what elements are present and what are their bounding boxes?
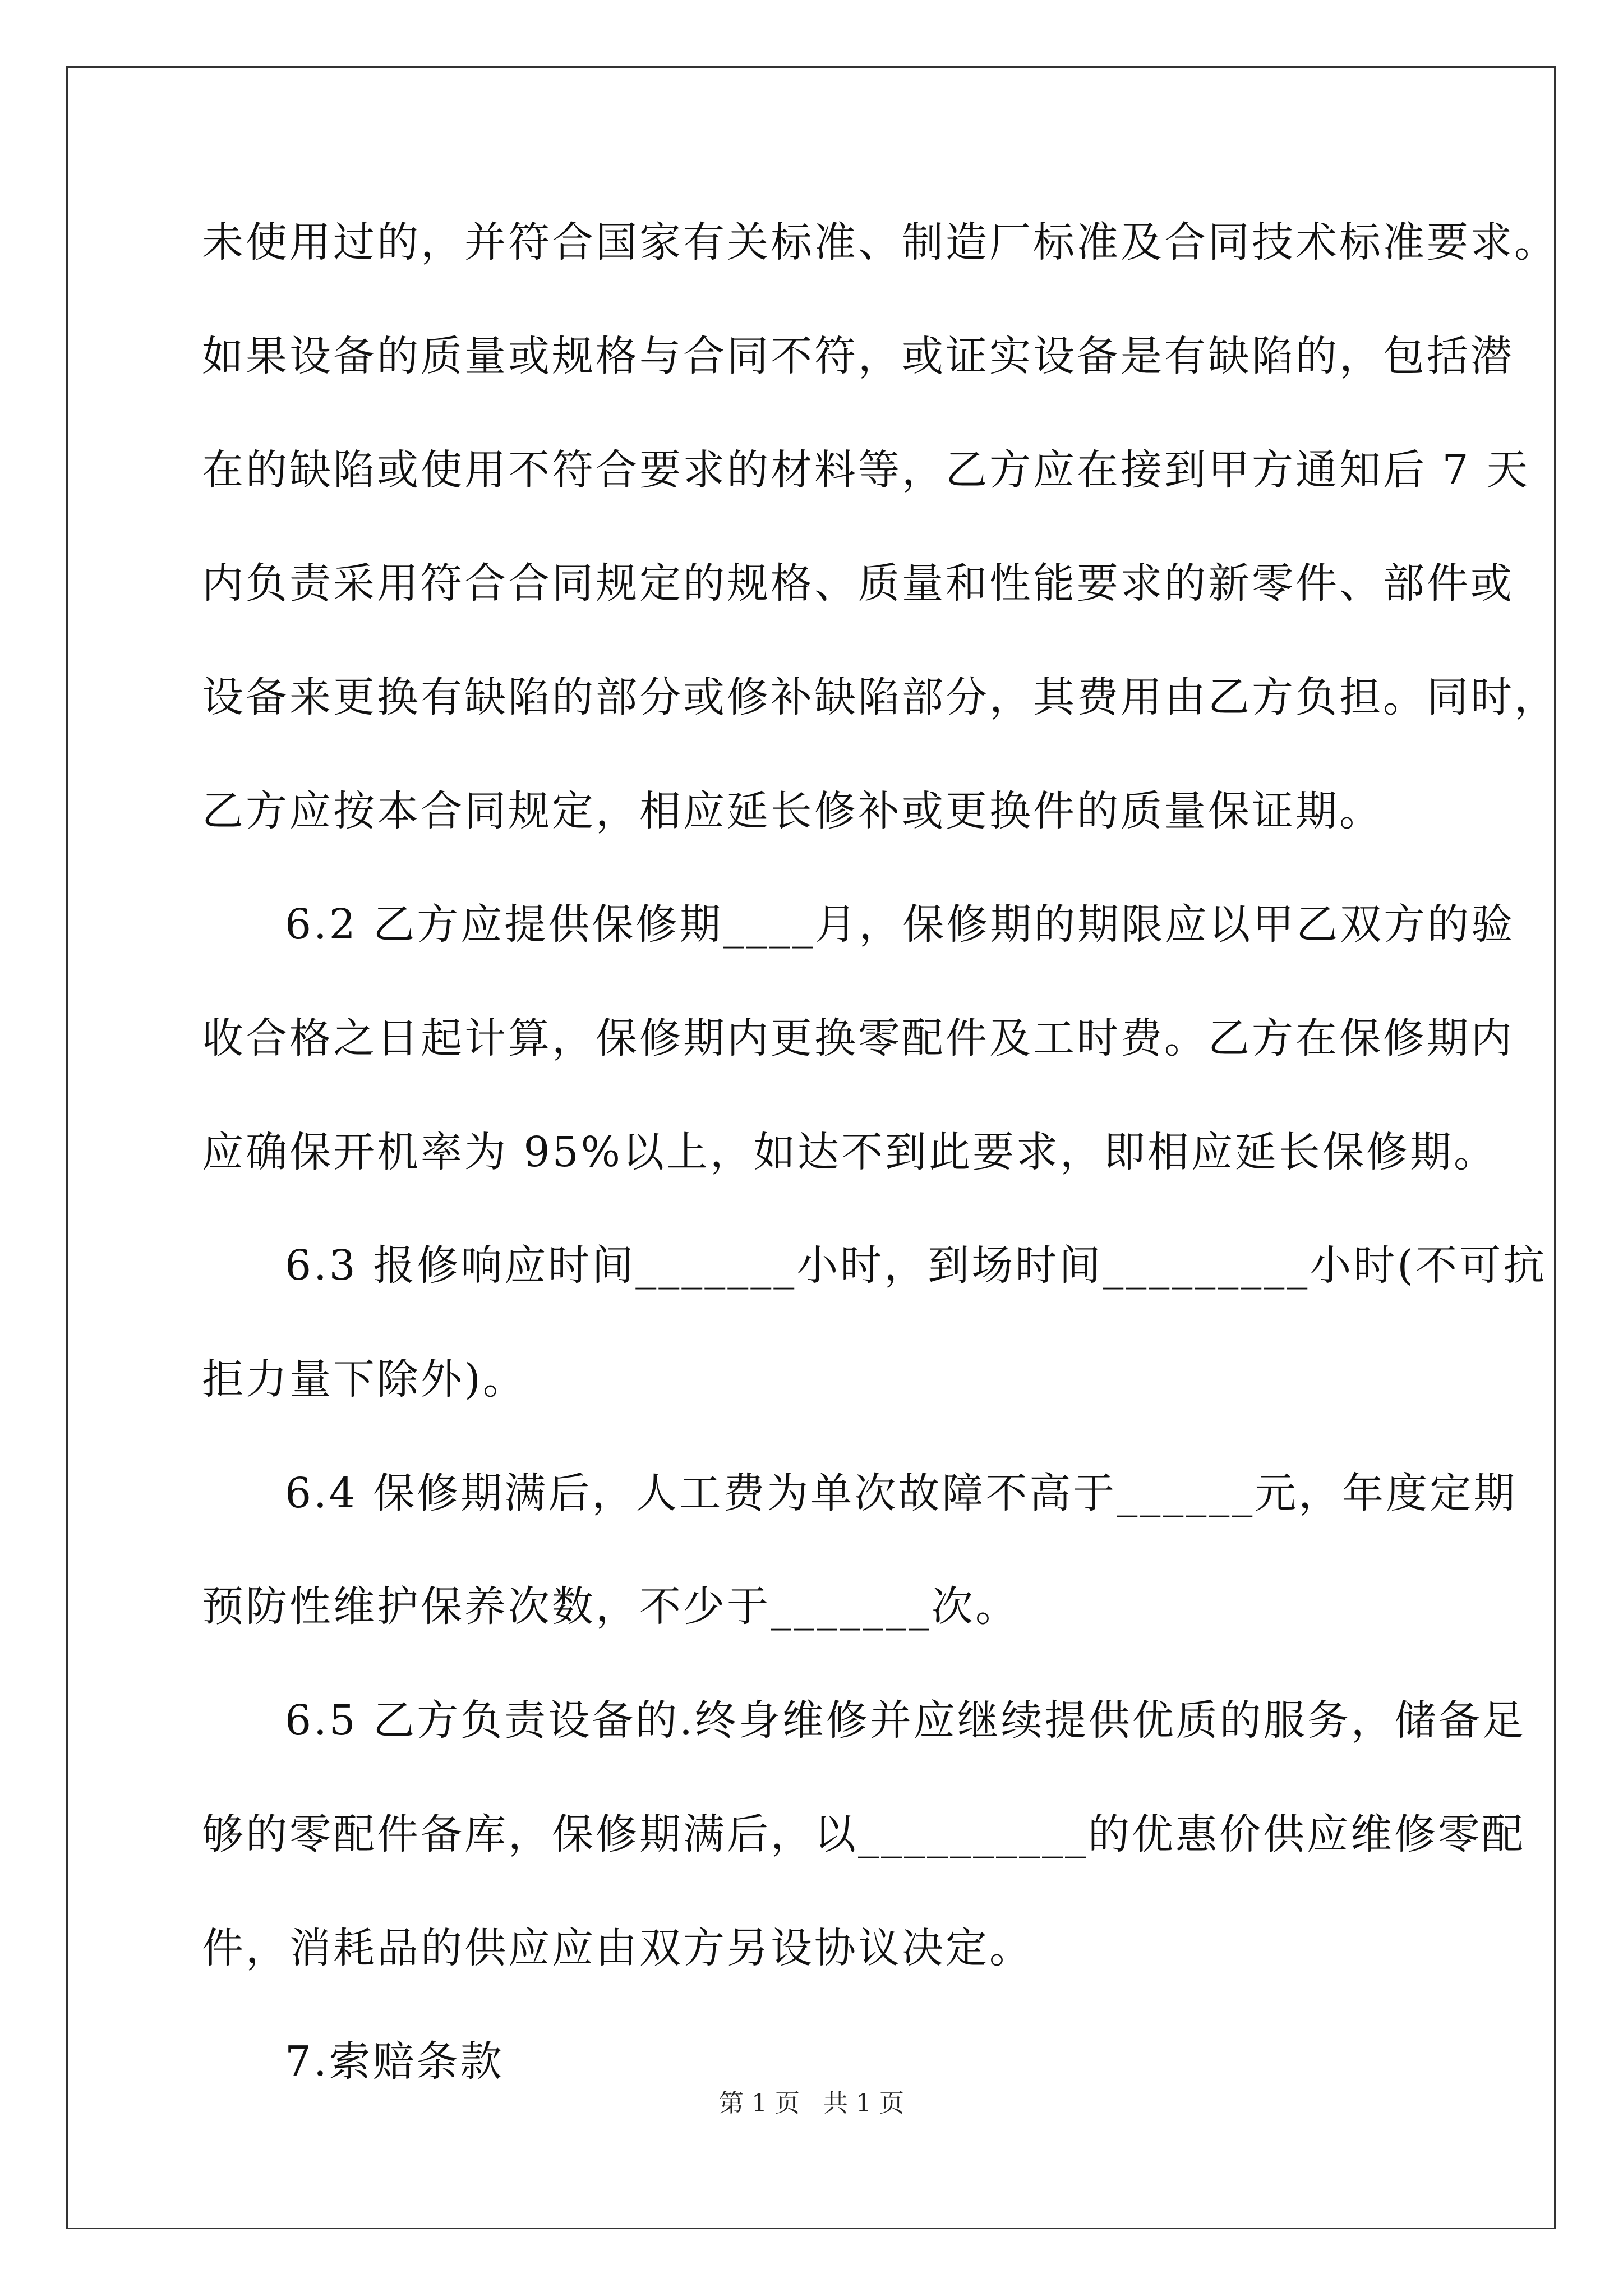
text-line: 乙方应按本合同规定，相应延长修补或更换件的质量保证期。 [202, 787, 1383, 835]
text-line: 收合格之日起计算，保修期内更换零配件及工时费。乙方在保修期内 [202, 1014, 1514, 1062]
text-line: 如果设备的质量或规格与合同不符，或证实设备是有缺陷的，包括潜 [202, 332, 1514, 380]
text-line: 件，消耗品的供应应由双方另设协议决定。 [202, 1924, 1033, 1972]
text-line: 内负责采用符合合同规定的规格、质量和性能要求的新零件、部件或 [202, 559, 1514, 608]
text-line: 拒力量下除外)。 [202, 1355, 527, 1404]
page-number-footer: 第 1 页 共 1 页 [719, 2089, 904, 2118]
section-7-heading: 7.索赔条款 [285, 2037, 504, 2086]
clause-6-5-line: 6.5 乙方负责设备的.终身维修并应继续提供优质的服务，储备足 [285, 1696, 1526, 1745]
clause-6-3-line: 6.3 报修响应时间_______小时，到场时间_________小时(不可抗 [285, 1241, 1547, 1290]
clause-6-4-line: 6.4 保修期满后，人工费为单次故障不高于______元，年度定期 [285, 1469, 1518, 1517]
text-line: 未使用过的，并符合国家有关标准、制造厂标准及合同技术标准要求。 [202, 218, 1558, 266]
text-line: 设备来更换有缺陷的部分或修补缺陷部分，其费用由乙方负担。同时， [202, 673, 1558, 721]
text-line: 够的零配件备库，保修期满后，以__________的优惠价供应维修零配 [202, 1810, 1525, 1858]
text-line: 预防性维护保养次数，不少于_______次。 [202, 1582, 1019, 1631]
text-line: 应确保开机率为 95%以上，如达不到此要求，即相应延长保修期。 [202, 1128, 1497, 1176]
clause-6-2-line: 6.2 乙方应提供保修期____月，保修期的期限应以甲乙双方的验 [285, 900, 1515, 949]
text-line: 在的缺陷或使用不符合要求的材料等，乙方应在接到甲方通知后 7 天 [202, 446, 1530, 494]
